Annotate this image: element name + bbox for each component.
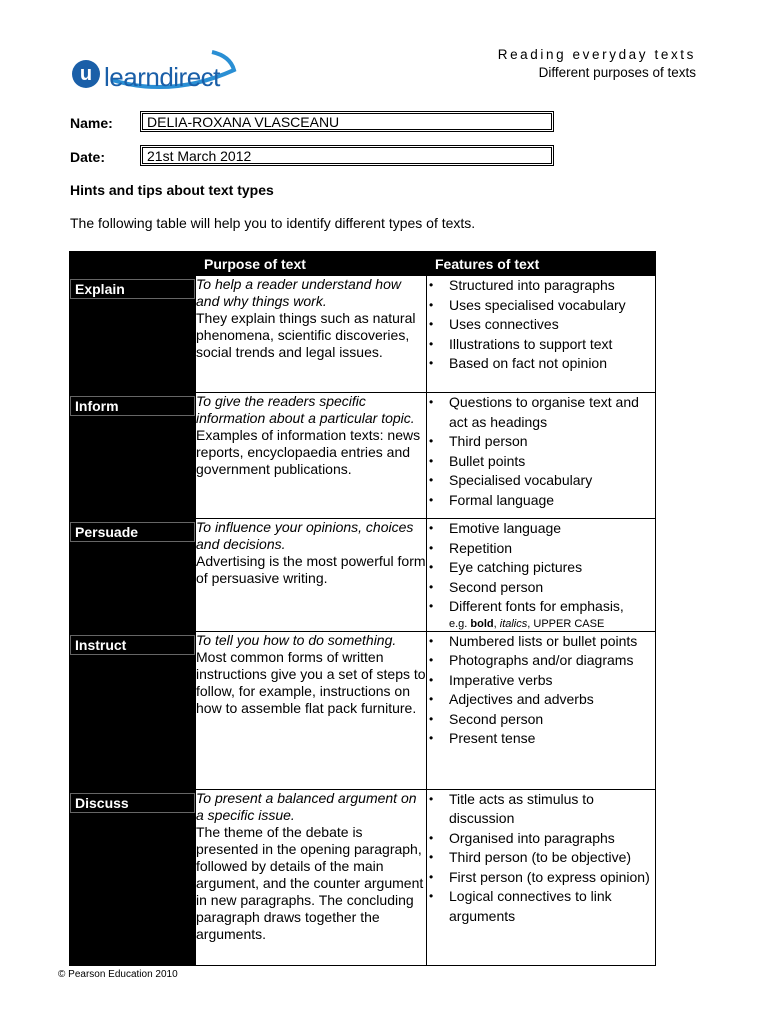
type-cell xyxy=(70,789,196,965)
purpose-cell xyxy=(196,631,427,789)
table-header-row xyxy=(70,252,656,276)
features-list xyxy=(427,393,655,510)
header-purpose: Purpose of text xyxy=(196,252,427,276)
feature-item: • Specialised vocabulary xyxy=(427,471,655,491)
features-cell xyxy=(427,393,656,519)
note-sep: , xyxy=(493,617,500,630)
date-field[interactable]: 21st March 2012 xyxy=(140,145,554,166)
purpose-aim: To help a reader understand how and why things work. xyxy=(196,276,401,309)
purpose-detail: They explain things such as natural phenomena, scientific discoveries, social trends and legal issues. xyxy=(196,310,416,360)
purpose-cell xyxy=(196,276,427,393)
name-field[interactable]: DELIA-ROXANA VLASCEANU xyxy=(140,111,554,132)
page-subtitle: Different purposes of texts xyxy=(538,65,696,80)
note-upper: UPPER CASE xyxy=(533,617,605,630)
purpose-aim: To give the readers specific information about a particular topic. xyxy=(196,393,415,426)
feature-item: • Logical connectives to link arguments xyxy=(427,887,655,926)
logo-mark-icon: u xyxy=(72,60,100,88)
note-prefix: e.g. xyxy=(449,617,471,630)
features-cell xyxy=(427,519,656,632)
name-label: Name: xyxy=(70,115,113,131)
purpose-aim: To present a balanced argument on a specific issue. xyxy=(196,789,417,823)
feature-item: • Title acts as stimulus to discussion xyxy=(427,790,655,829)
purpose-detail: Examples of information texts: news reports, encyclopaedia entries and government publications. xyxy=(196,427,421,477)
feature-item: • First person (to express opinion) xyxy=(427,868,655,888)
type-cell xyxy=(70,519,196,632)
feature-item: • Bullet points xyxy=(427,452,655,472)
table-row-explain xyxy=(70,276,656,393)
feature-item: • Formal language xyxy=(427,491,655,511)
feature-item: • Photographs and/or diagrams xyxy=(427,651,655,671)
type-label-inform: Inform xyxy=(70,396,195,416)
feature-item: • Illustrations to support text xyxy=(427,335,655,355)
type-cell xyxy=(70,393,196,519)
note-italic: italics xyxy=(499,617,528,630)
page-title: Reading everyday texts xyxy=(497,47,696,62)
feature-item: • Third person (to be objective) xyxy=(427,848,655,868)
purpose-detail: Most common forms of written instructions give you a set of steps to follow, for example, instructions on how to assemble flat pack furniture. xyxy=(196,648,426,716)
features-cell xyxy=(427,631,656,789)
table-row-discuss xyxy=(70,789,656,965)
purpose-aim: To tell you how to do something. xyxy=(196,631,397,648)
purpose-cell xyxy=(196,519,427,632)
feature-item: • Adjectives and adverbs xyxy=(427,690,655,710)
feature-item: • Imperative verbs xyxy=(427,671,655,691)
note-sep: , xyxy=(527,617,534,630)
purpose-aim: To influence your opinions, choices and decisions. xyxy=(196,519,414,552)
feature-item: • Structured into paragraphs xyxy=(427,276,655,296)
logo-wordmark: learndirect xyxy=(104,62,220,92)
text-types-table xyxy=(69,251,656,966)
header-blank xyxy=(70,252,196,276)
features-list xyxy=(427,790,655,927)
hints-title: Hints and tips about text types xyxy=(70,182,274,198)
feature-item: • Emotive language xyxy=(427,519,655,539)
table-row-persuade xyxy=(70,519,656,632)
feature-item: • Organised into paragraphs xyxy=(427,829,655,849)
type-label-instruct: Instruct xyxy=(70,635,195,655)
type-cell xyxy=(70,276,196,393)
features-cell xyxy=(427,276,656,393)
copyright-footer: © Pearson Education 2010 xyxy=(58,969,178,980)
type-label-discuss: Discuss xyxy=(70,793,195,813)
emphasis-example-note xyxy=(427,617,655,631)
features-cell xyxy=(427,789,656,965)
features-list xyxy=(427,632,655,749)
note-bold: bold xyxy=(470,617,494,630)
features-list xyxy=(427,519,655,617)
table-row-instruct xyxy=(70,631,656,789)
purpose-detail: Advertising is the most powerful form of persuasive writing. xyxy=(196,553,426,586)
purpose-cell xyxy=(196,393,427,519)
type-cell xyxy=(70,631,196,789)
purpose-detail: The theme of the debate is presented in the opening paragraph, followed by details of the main argument, and the counter argument in new paragraphs. The concluding paragraph draws together the arguments. xyxy=(196,823,424,942)
learndirect-logo xyxy=(72,50,252,94)
feature-item: • Based on fact not opinion xyxy=(427,354,655,374)
feature-item: • Eye catching pictures xyxy=(427,558,655,578)
table-row-inform xyxy=(70,393,656,519)
type-label-explain: Explain xyxy=(70,279,195,299)
feature-item: • Repetition xyxy=(427,539,655,559)
feature-item: • Present tense xyxy=(427,729,655,749)
feature-item: • Different fonts for emphasis, xyxy=(427,597,655,617)
features-list xyxy=(427,276,655,374)
feature-item: • Numbered lists or bullet points xyxy=(427,632,655,652)
feature-item: • Third person xyxy=(427,432,655,452)
feature-item: • Uses specialised vocabulary xyxy=(427,296,655,316)
date-label: Date: xyxy=(70,149,106,165)
purpose-cell xyxy=(196,789,427,965)
feature-item: • Questions to organise text and act as headings xyxy=(427,393,655,432)
feature-item: • Uses connectives xyxy=(427,315,655,335)
type-label-persuade: Persuade xyxy=(70,522,195,542)
header-features: Features of text xyxy=(427,252,656,276)
feature-item: • Second person xyxy=(427,578,655,598)
page-header xyxy=(498,46,696,82)
intro-text: The following table will help you to identify different types of texts. xyxy=(70,215,476,231)
feature-item: • Second person xyxy=(427,710,655,730)
